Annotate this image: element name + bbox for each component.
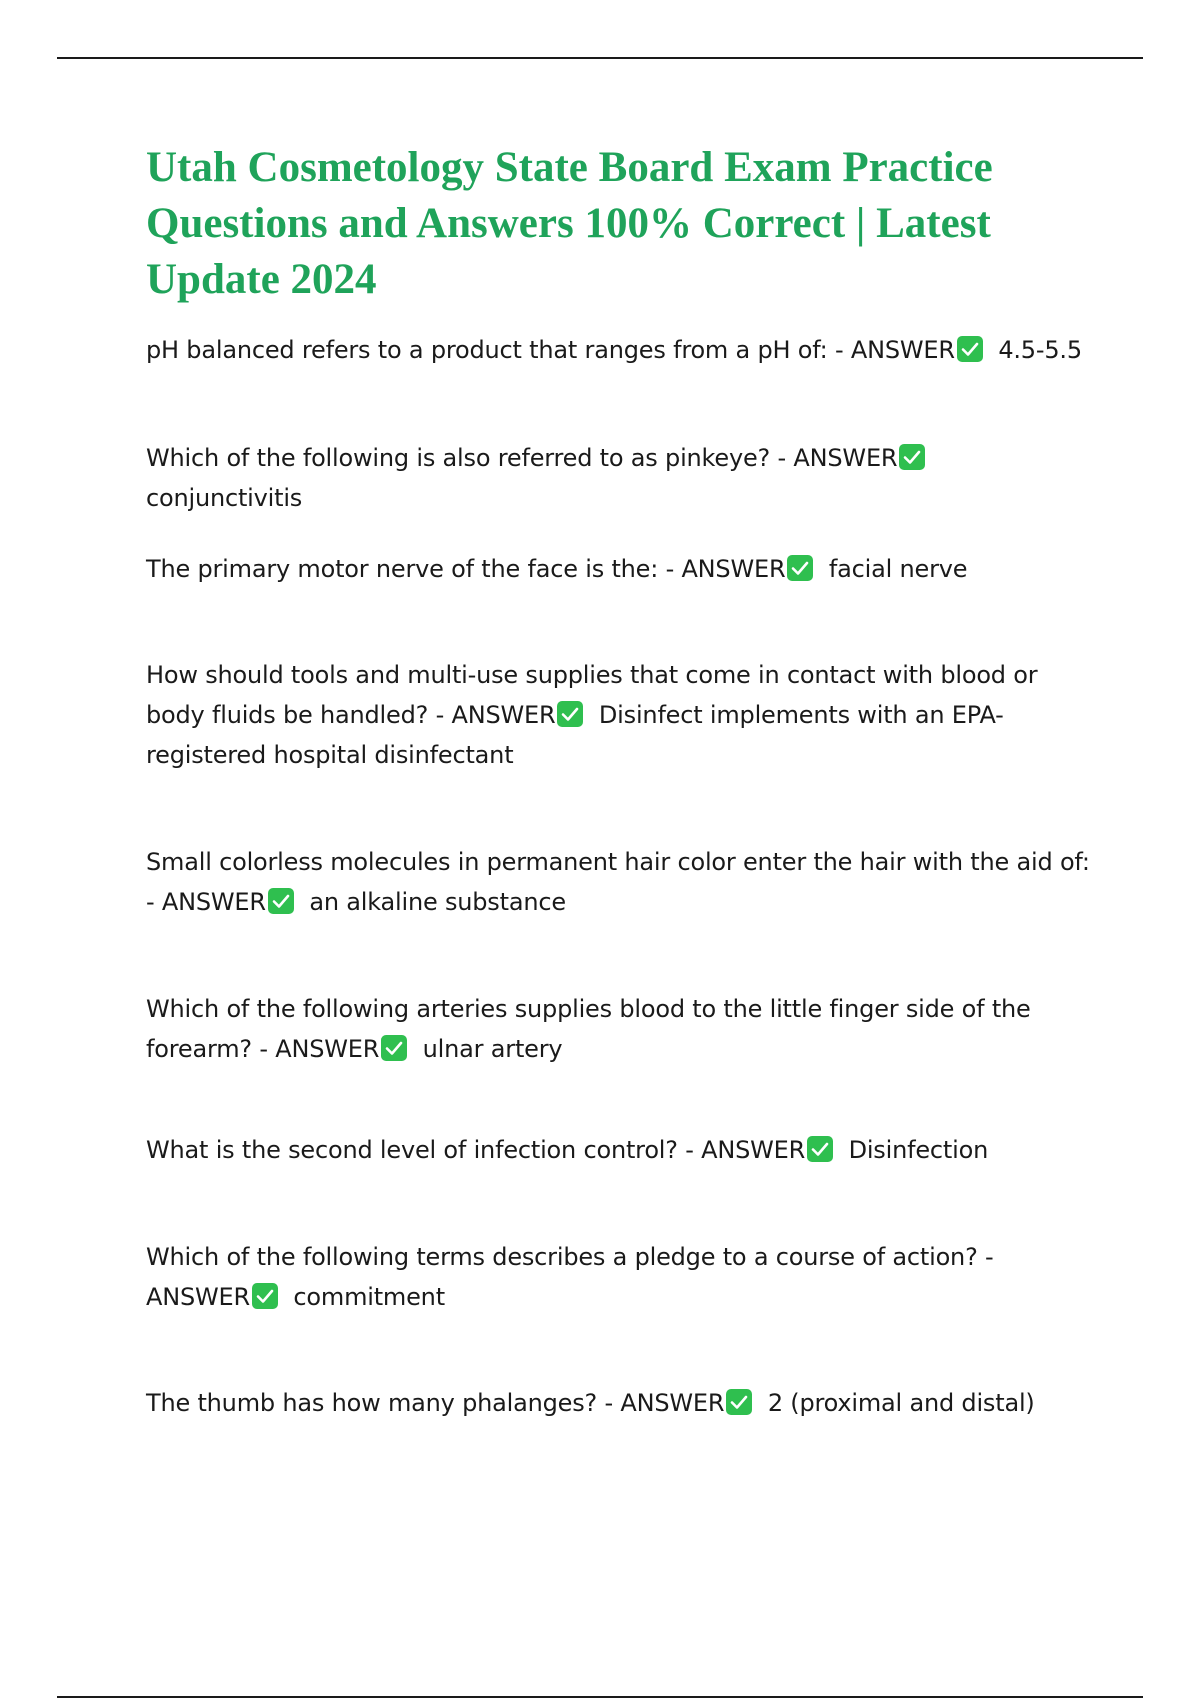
check-icon [268, 888, 294, 914]
answer-text: conjunctivitis [146, 484, 303, 512]
question-text: pH balanced refers to a product that ranges from a pH of: [146, 336, 828, 364]
question-text: The thumb has how many phalanges? [146, 1389, 598, 1417]
qa-item [146, 549, 1096, 589]
bottom-divider [57, 1696, 1143, 1698]
answer-text: ulnar artery [422, 1035, 563, 1063]
question-text: Small colorless molecules in permanent hair color enter the hair with the aid of: [146, 848, 1090, 876]
check-icon [899, 444, 925, 470]
answer-text: facial nerve [828, 555, 968, 583]
answer-text: commitment [293, 1283, 445, 1311]
question-text: What is the second level of infection control? [146, 1136, 678, 1164]
check-icon [787, 555, 813, 581]
check-icon [957, 336, 983, 362]
check-icon [726, 1389, 752, 1415]
check-icon [381, 1035, 407, 1061]
answer-label: - ANSWER [604, 1389, 725, 1417]
answer-label: - ANSWER [146, 888, 266, 916]
qa-item [146, 438, 1096, 518]
qa-item [146, 1130, 1096, 1170]
check-icon [252, 1283, 278, 1309]
answer-label: - ANSWER [259, 1035, 380, 1063]
top-divider [57, 57, 1143, 59]
answer-label: - ANSWER [665, 555, 786, 583]
question-text: How should tools and multi-use supplies that come in contact with blood or body fluids be handled? [146, 661, 1038, 729]
answer-text: Disinfection [848, 1136, 989, 1164]
qa-item [146, 330, 1096, 370]
qa-item [146, 842, 1096, 922]
answer-text: 2 (proximal and distal) [767, 1389, 1035, 1417]
answer-label: - ANSWER [146, 1243, 994, 1311]
answer-text: Disinfect implements with an EPA-registered hospital disinfectant [146, 701, 1004, 769]
check-icon [807, 1136, 833, 1162]
question-text: Which of the following terms describes a pledge to a course of action? [146, 1243, 978, 1271]
qa-item [146, 989, 1096, 1069]
question-text: Which of the following is also referred to as pinkeye? [146, 444, 771, 472]
document-title: Utah Cosmetology State Board Exam Practice Questions and Answers 100% Correct | Latest Update 2024 [146, 144, 993, 303]
answer-label: - ANSWER [777, 444, 898, 472]
check-icon [557, 701, 583, 727]
document-body [146, 140, 1096, 1417]
qa-item [146, 1237, 1096, 1317]
answer-text: an alkaline substance [309, 888, 566, 916]
question-text: Which of the following arteries supplies blood to the little finger side of the forearm? [146, 995, 1031, 1063]
qa-item [146, 1383, 1096, 1423]
qa-item [146, 655, 1096, 775]
question-text: The primary motor nerve of the face is the: [146, 555, 659, 583]
answer-text: 4.5-5.5 [998, 336, 1082, 364]
answer-label: - ANSWER [835, 336, 955, 364]
answer-label: - ANSWER [435, 701, 556, 729]
answer-label: - ANSWER [685, 1136, 806, 1164]
